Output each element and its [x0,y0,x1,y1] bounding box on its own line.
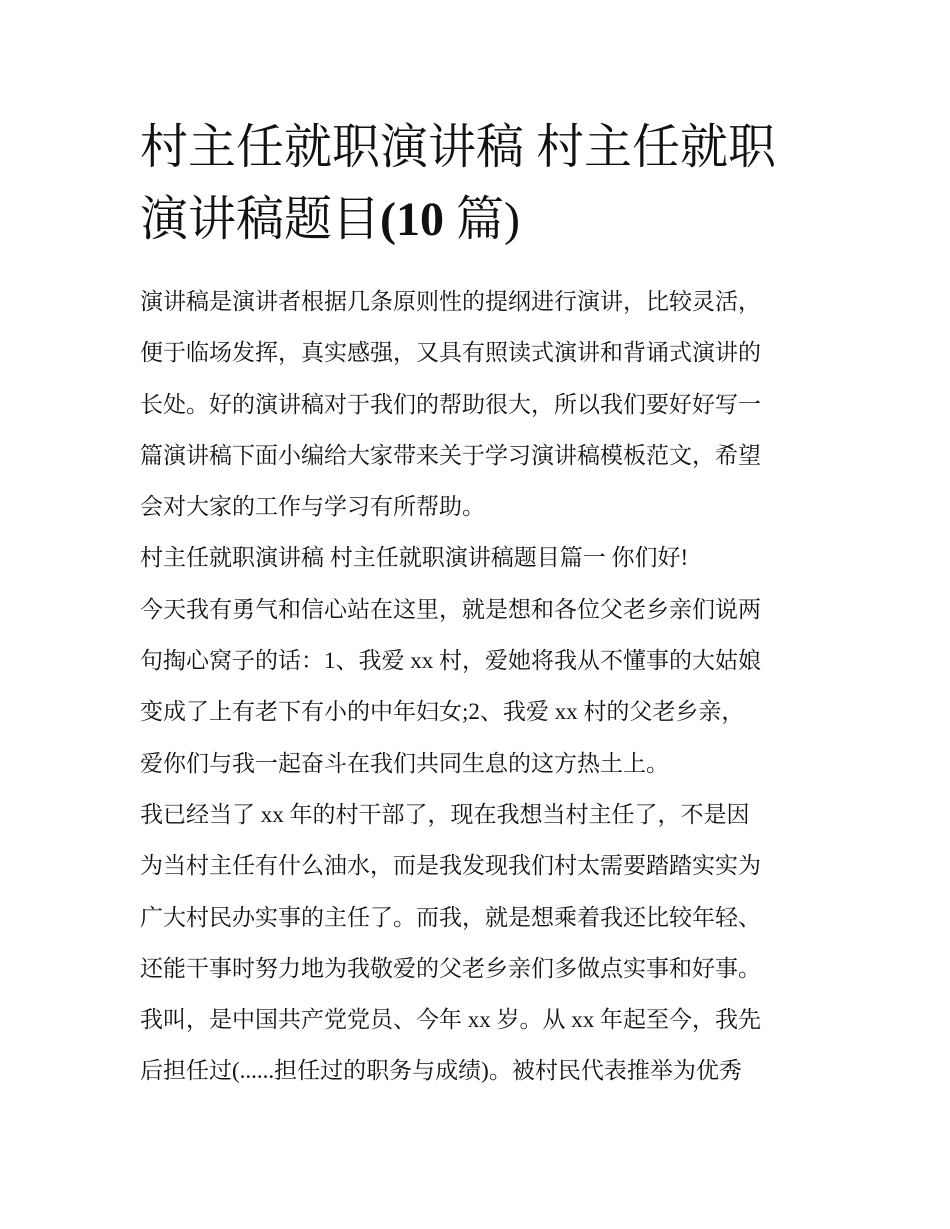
body-line: 广大村民办实事的主任了。而我，就是想乘着我还比较年轻、 [140,904,761,930]
body-line: 今天我有勇气和信心站在这里，就是想和各位父老乡亲们说两 [140,596,761,622]
body-line: 便于临场发挥，真实感强，又具有照读式演讲和背诵式演讲的 [140,340,761,366]
body-line: 变成了上有老下有小的中年妇女;2、我爱 xx 村的父老乡亲， [140,699,745,725]
title-line [140,184,820,256]
title-text-suffix: 篇) [444,193,520,246]
body-line: 还能干事时努力地为我敬爱的父老乡亲们多做点实事和好事。 [140,955,761,981]
body-line: 句掏心窝子的话：1、我爱 xx 村，爱她将我从不懂事的大姑娘 [140,648,761,674]
body-line: 我已经当了 xx 年的村干部了，现在我想当村主任了，不是因 [140,801,750,827]
body-line: 篇演讲稿下面小编给大家带来关于学习演讲稿模板范文，希望 [140,442,761,468]
body-line: 演讲稿是演讲者根据几条原则性的提纲进行演讲，比较灵活， [140,289,761,314]
body-line: 爱你们与我一起奋斗在我们共同生息的这方热土上。 [140,750,669,776]
body-line: 村主任就职演讲稿 村主任就职演讲稿题目篇一 你们好! [140,545,689,571]
body-line: 后担任过(......担任过的职务与成绩)。被村民代表推举为优秀 [140,1058,742,1084]
title-text: 演讲稿题目 [140,193,381,246]
body-line: 长处。好的演讲稿对于我们的帮助很大，所以我们要好好写一 [140,391,761,417]
document-title [140,112,820,256]
title-line [140,112,820,184]
body-line: 我叫，是中国共产党党员、今年 xx 岁。从 xx 年起至今，我先 [140,1007,761,1033]
body-line: 会对大家的工作与学习有所帮助。 [140,494,485,520]
title-text: 村主任就职演讲稿 村主任就职 [140,121,777,174]
title-count: (10 [380,193,444,246]
document-body [140,282,830,1103]
body-line: 为当村主任有什么油水，而是我发现我们村太需要踏踏实实为 [140,853,761,879]
